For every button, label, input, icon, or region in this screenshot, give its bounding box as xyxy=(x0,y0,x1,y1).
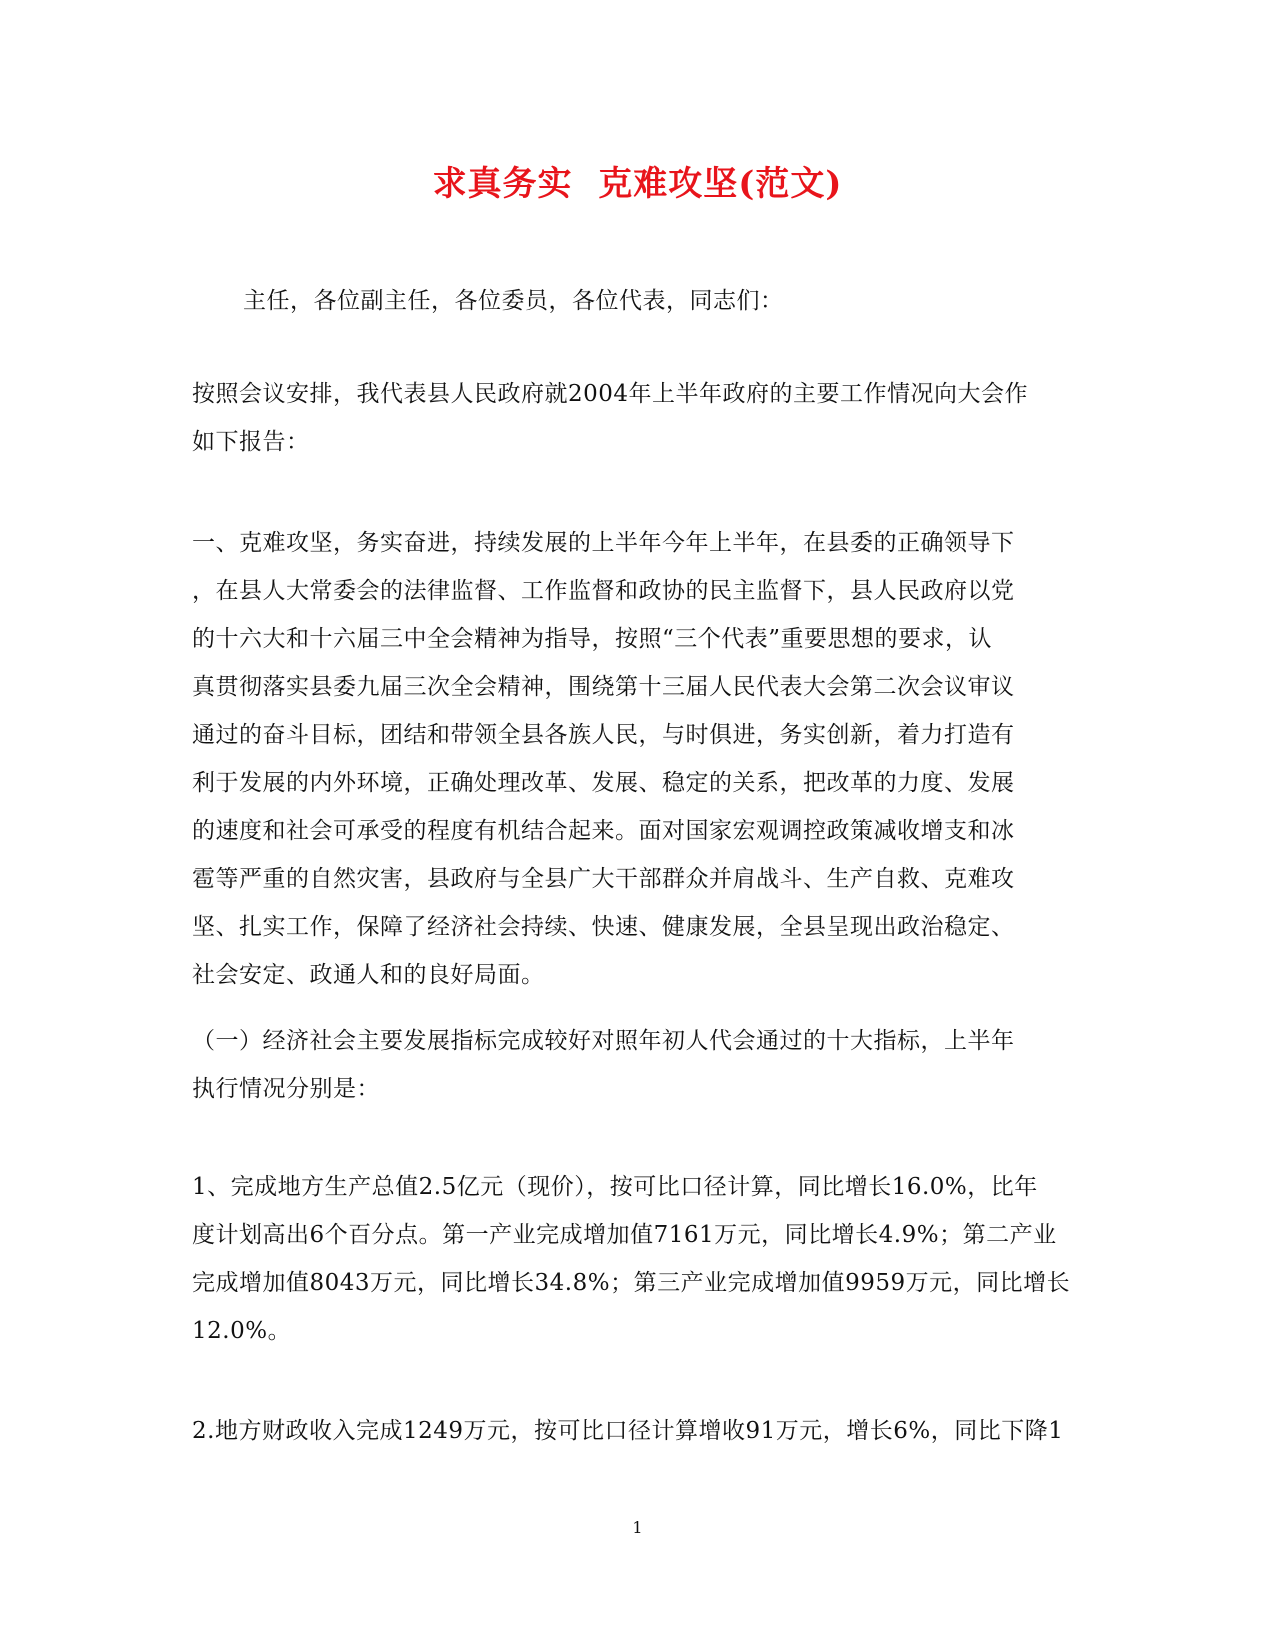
paragraph-line: 完成增加值8043万元，同比增长34.8%；第三产业完成增加值9959万元，同比增长 xyxy=(192,1270,1071,1296)
paragraph-line: 执行情况分别是： xyxy=(192,1076,380,1102)
section-one-paragraph xyxy=(192,519,1092,999)
paragraph-line: 1、完成地方生产总值2.5亿元（现价），按可比口径计算，同比增长16.0%，比年 xyxy=(192,1174,1038,1200)
paragraph-line: 按照会议安排，我代表县人民政府就2004年上半年政府的主要工作情况向大会作 xyxy=(192,381,1029,407)
paragraph-line: 坚、扎实工作，保障了经济社会持续、快速、健康发展，全县呈现出政治稳定、 xyxy=(192,914,1015,940)
item-1-paragraph xyxy=(192,1163,1092,1355)
paragraph-line: ，在县人大常委会的法律监督、工作监督和政协的民主监督下，县人民政府以党 xyxy=(192,578,1015,604)
subsection-paragraph xyxy=(192,1017,1092,1113)
paragraph-line: 度计划高出6个百分点。第一产业完成增加值7161万元，同比增长4.9%；第二产业 xyxy=(192,1222,1057,1248)
paragraph-line: （一）经济社会主要发展指标完成较好对照年初人代会通过的十大指标，上半年 xyxy=(192,1028,1015,1054)
greeting-paragraph xyxy=(243,277,1143,325)
paragraph-line: 利于发展的内外环境，正确处理改革、发展、稳定的关系，把改革的力度、发展 xyxy=(192,770,1015,796)
paragraph-line: 通过的奋斗目标，团结和带领全县各族人民，与时俱进，务实创新，着力打造有 xyxy=(192,722,1015,748)
greeting-line: 主任，各位副主任，各位委员，各位代表，同志们： xyxy=(243,288,784,314)
document-title: 求真务实 克难攻坚(范文) xyxy=(432,164,843,204)
item-2-paragraph xyxy=(192,1407,1092,1455)
paragraph-line: 一、克难攻坚，务实奋进，持续发展的上半年今年上半年，在县委的正确领导下 xyxy=(192,530,1015,556)
paragraph-line: 社会安定、政通人和的良好局面。 xyxy=(192,962,545,988)
page-number: 1 xyxy=(632,1518,643,1537)
paragraph-line: 如下报告： xyxy=(192,429,310,455)
paragraph-line: 雹等严重的自然灾害，县政府与全县广大干部群众并肩战斗、生产自救、克难攻 xyxy=(192,866,1015,892)
paragraph-line: 的十六大和十六届三中全会精神为指导，按照“三个代表”重要思想的要求，认 xyxy=(192,626,993,652)
paragraph-line: 的速度和社会可承受的程度有机结合起来。面对国家宏观调控政策减收增支和冰 xyxy=(192,818,1015,844)
paragraph-line: 2.地方财政收入完成1249万元，按可比口径计算增收91万元，增长6%，同比下降1 xyxy=(192,1418,1064,1444)
paragraph-line: 12.0%。 xyxy=(192,1318,292,1344)
intro-paragraph xyxy=(192,370,1092,466)
paragraph-line: 真贯彻落实县委九届三次全会精神，围绕第十三届人民代表大会第二次会议审议 xyxy=(192,674,1015,700)
